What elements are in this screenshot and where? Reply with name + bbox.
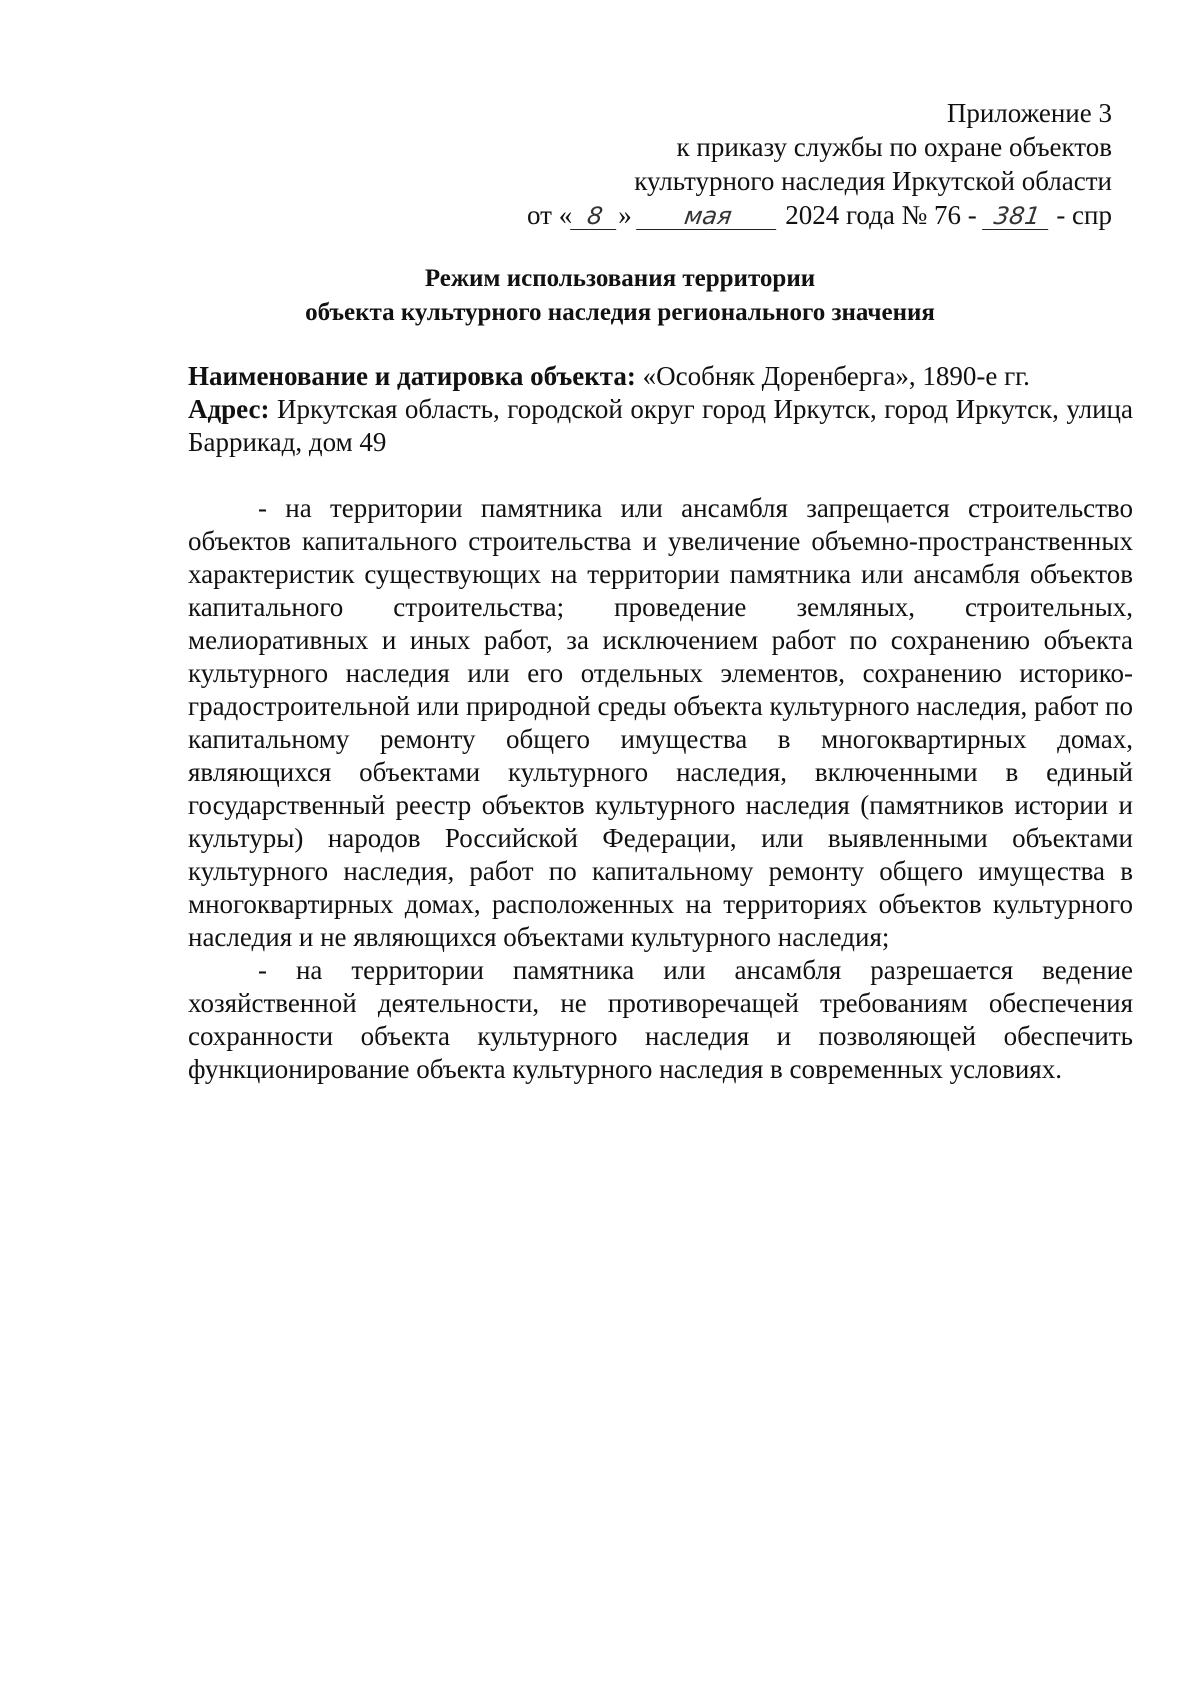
appendix-number: Приложение 3	[946, 98, 1112, 128]
object-address-value: Иркутская область, городской округ город Иркутск, город Иркутск, улица Баррикад, дом 49	[188, 394, 1133, 457]
object-name-value: «Особняк Доренберга», 1890-е гг.	[642, 361, 1030, 391]
date-prefix: от «	[527, 200, 573, 230]
authority-name-line: культурного наследия Иркутской области	[634, 166, 1112, 196]
object-info	[188, 360, 1133, 459]
usage-rules	[188, 492, 1133, 1086]
object-address-row	[188, 393, 1133, 459]
order-suffix: - спр	[1056, 200, 1112, 230]
object-name-row	[188, 360, 1133, 393]
handwritten-day: 8	[570, 203, 620, 230]
object-address-label: Адрес:	[188, 394, 270, 424]
year-and-number-prefix: 2024 года № 76 -	[785, 200, 977, 230]
object-name-label: Наименование и датировка объекта:	[188, 361, 636, 391]
title-line-2: объекта культурного наследия регионального значения	[305, 299, 935, 326]
appendix-header	[412, 96, 1112, 232]
order-date-line	[412, 198, 1112, 232]
handwritten-order-number: 381	[982, 203, 1052, 230]
rule-permitted: - на территории памятника или ансамбля разрешается ведение хозяйственной деятельности, не противоречащей требованиям обеспечения сохранности объекта культурного наследия и позволяющей обеспечить функционирование объекта культурного наследия в современных условиях.	[188, 955, 1133, 1084]
date-mid: »	[618, 200, 632, 230]
document-title	[180, 262, 1060, 330]
order-reference-line: к приказу службы по охране объектов	[676, 132, 1112, 162]
handwritten-month: мая	[637, 203, 781, 230]
title-line-1: Режим использования территории	[424, 265, 816, 292]
rule-prohibited: - на территории памятника или ансамбля запрещается строительство объектов капитального строительства и увеличение объемно-пространственных характеристик существующих на территории памятника или ансамбля объектов капитального строительства; проведение земляных, строительных, мелиоративных и иных работ, за исключением работ по сохранению объекта культурного наследия или его отдельных элементов, сохранению историко-градостроительной или природной среды объекта культурного наследия, работ по капитальному ремонту общего имущества в многоквартирных домах, являющихся объектами культурного наследия, включенными в единый государственный реестр объектов культурного наследия (памятников истории и культуры) народов Российской Федерации, или выявленными объектами культурного наследия, работ по капитальному ремонту общего имущества в многоквартирных домах, расположенных на территориях объектов культурного наследия и не являющихся объектами культурного наследия;	[188, 493, 1133, 952]
